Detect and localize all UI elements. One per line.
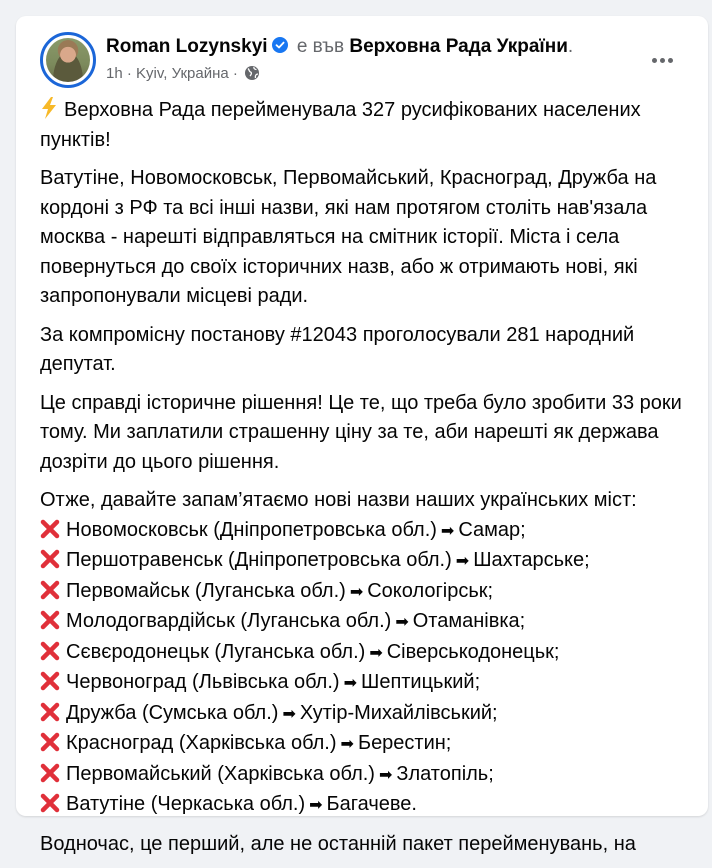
cross-mark-icon: [40, 641, 60, 661]
new-name: Берестин;: [357, 732, 452, 754]
old-name: Ватутіне (Черкаська обл.): [66, 793, 306, 815]
at-text: е във: [296, 36, 345, 57]
paragraph-cut-off: Водночас, це перший, але не останній пакет перейменувань, на: [40, 832, 636, 855]
meta-separator: ·: [126, 65, 132, 82]
old-name: Першотравенськ (Дніпропетровська обл.): [66, 549, 452, 571]
avatar[interactable]: [46, 38, 90, 82]
list-item: [40, 546, 692, 577]
new-name: Сіверськодонецьк;: [386, 640, 560, 663]
list-item: [40, 760, 692, 791]
cross-mark-icon: [40, 793, 60, 813]
cross-mark-icon: [40, 763, 60, 783]
old-name: Дружба (Сумська обл.): [66, 701, 279, 724]
arrow-right-icon: ➡: [369, 644, 383, 662]
cross-mark-icon: [40, 519, 60, 539]
author-line: [106, 34, 573, 60]
list-item: [40, 668, 692, 699]
rename-list: [40, 486, 692, 821]
arrow-right-icon: ➡: [440, 522, 455, 540]
post-location-link[interactable]: Kyiv, Украйна: [136, 65, 229, 82]
post-body: [40, 96, 692, 868]
cross-mark-icon: [40, 549, 60, 569]
more-options-button[interactable]: [644, 46, 680, 74]
place-suffix: .: [567, 36, 574, 57]
cross-mark-icon: [40, 732, 60, 752]
new-name: Сокологірськ;: [367, 579, 494, 602]
arrow-right-icon: ➡: [395, 614, 409, 631]
paragraph-1: Ватутіне, Новомосковськ, Первомайський, Красноград, Дружба на кордоні з РФ та всі інші назви, які нам протягом століть нав'язала москва - нарешті відправляться на смітник історії. Міста і села повернуться до своїх історичних назв, або ж отримають нові, які запропонували місцеві ради.: [40, 167, 657, 307]
cross-mark-icon: [40, 671, 60, 691]
more-dot-icon: [668, 58, 673, 63]
cross-mark-icon: [40, 580, 60, 600]
post-meta: [106, 64, 260, 87]
arrow-right-icon: ➡: [349, 583, 364, 601]
old-name: Молодогвардійськ (Луганська обл.): [66, 610, 392, 632]
new-name: Шахтарське;: [473, 549, 590, 571]
globe-icon[interactable]: [244, 65, 260, 87]
paragraph-3: Це справді історичне рішення! Це те, що треба було зробити 33 роки тому. Ми заплатили страшенну ціну за те, аби нарешті як держава дозріти до цього рішення.: [40, 391, 682, 473]
old-name: Первомайський (Харківська обл.): [66, 762, 375, 785]
new-name: Багачеве.: [326, 793, 417, 815]
more-dot-icon: [660, 58, 665, 63]
headline-paragraph: [40, 96, 692, 155]
arrow-right-icon: ➡: [455, 553, 470, 570]
old-name: Сєвєродонецьк (Луганська обл.): [66, 640, 366, 663]
paragraph-2: За компромісну постанову #12043 проголосували 281 народний депутат.: [40, 323, 635, 375]
list-item: [40, 516, 692, 547]
author-avatar-story-ring[interactable]: [40, 32, 96, 88]
list-item: [40, 638, 692, 669]
arrow-right-icon: ➡: [343, 675, 357, 692]
list-intro: Отже, давайте запам’ятаємо нові назви наших українських міст:: [40, 489, 637, 511]
list-item: [40, 577, 692, 608]
old-name: Новомосковськ (Дніпропетровська обл.): [66, 518, 437, 541]
place-link[interactable]: Верховна Рада України: [349, 36, 568, 57]
old-name: Красноград (Харківська обл.): [66, 732, 337, 754]
list-item: [40, 729, 692, 760]
arrow-right-icon: ➡: [309, 797, 323, 814]
new-name: Отаманівка;: [412, 610, 526, 632]
new-name: Златопіль;: [396, 762, 494, 785]
old-name: Первомайськ (Луганська обл.): [66, 579, 346, 602]
post-card: [16, 16, 708, 855]
arrow-right-icon: ➡: [340, 736, 354, 753]
more-dot-icon: [652, 58, 657, 63]
list-item: [40, 790, 692, 821]
old-name: Червоноград (Львівська обл.): [66, 671, 340, 693]
meta-separator: ·: [232, 65, 238, 82]
verified-badge-icon: [272, 37, 288, 53]
new-name: Хутір-Михайлівський;: [299, 701, 498, 724]
headline-text: Верховна Рада перейменувала 327 русифікованих населених пунктів!: [40, 99, 641, 151]
new-name: Самар;: [458, 518, 526, 541]
cross-mark-icon: [40, 702, 60, 722]
post-header: [40, 32, 692, 92]
new-name: Шептицький;: [360, 671, 481, 693]
list-item: [40, 607, 692, 638]
arrow-right-icon: ➡: [378, 766, 393, 784]
cross-mark-icon: [40, 610, 60, 630]
list-item: [40, 699, 692, 730]
arrow-right-icon: ➡: [282, 705, 296, 723]
high-voltage-icon: [40, 97, 58, 119]
post-timestamp-link[interactable]: 1h: [106, 65, 123, 82]
author-name-link[interactable]: Roman Lozynskyi: [106, 36, 268, 57]
